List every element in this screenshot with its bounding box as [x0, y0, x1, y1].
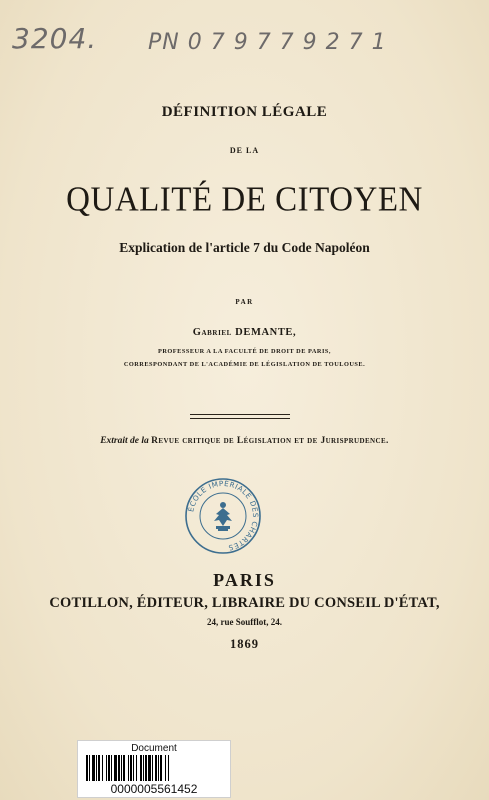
author-by: PAR	[235, 298, 254, 306]
title-line-1: DÉFINITION LÉGALE	[161, 104, 328, 120]
extract-note	[0, 436, 489, 446]
extract-prefix: Extrait de la	[100, 436, 149, 446]
stamp-text: ÉCOLE IMPÉRIALE DES CHARTES	[186, 478, 261, 553]
author-name: Gabriel DEMANTE,	[192, 327, 297, 338]
publisher-address: 24, rue Soufflot, 24.	[207, 617, 282, 627]
handwritten-shelfmark: 3204.	[12, 22, 98, 55]
divider-rule-thin	[190, 418, 290, 419]
barcode-title: Document	[131, 743, 177, 754]
title-line-2: DE LA	[229, 146, 260, 155]
subtitle: Explication de l'article 7 du Code Napoléon	[119, 240, 370, 255]
publisher-name: COTILLON, ÉDITEUR, LIBRAIRE DU CONSEIL D'ÉTAT,	[49, 595, 440, 611]
eagle-icon	[214, 502, 232, 531]
author-role-2: CORRESPONDANT DE L'ACADÉMIE DE LÉGISLATION DE TOULOUSE.	[123, 361, 366, 368]
barcode-icon	[86, 755, 222, 781]
library-stamp-icon	[183, 476, 263, 556]
barcode-label	[77, 740, 231, 798]
extract-source: Revue critique de Législation et de Jurisprudence.	[151, 436, 389, 446]
author-role-1: PROFESSEUR A LA FACULTÉ DE DROIT DE PARIS,	[158, 348, 331, 355]
publisher-city: PARIS	[213, 570, 276, 590]
handwritten-pn-number: PN 0 7 9 7 7 9 2 7 1	[148, 30, 387, 55]
publication-year: 1869	[230, 637, 259, 651]
main-title: QUALITÉ DE CITOYEN	[66, 181, 423, 219]
barcode-number: 0000005561452	[110, 782, 198, 796]
divider-rule-thick	[190, 414, 290, 415]
